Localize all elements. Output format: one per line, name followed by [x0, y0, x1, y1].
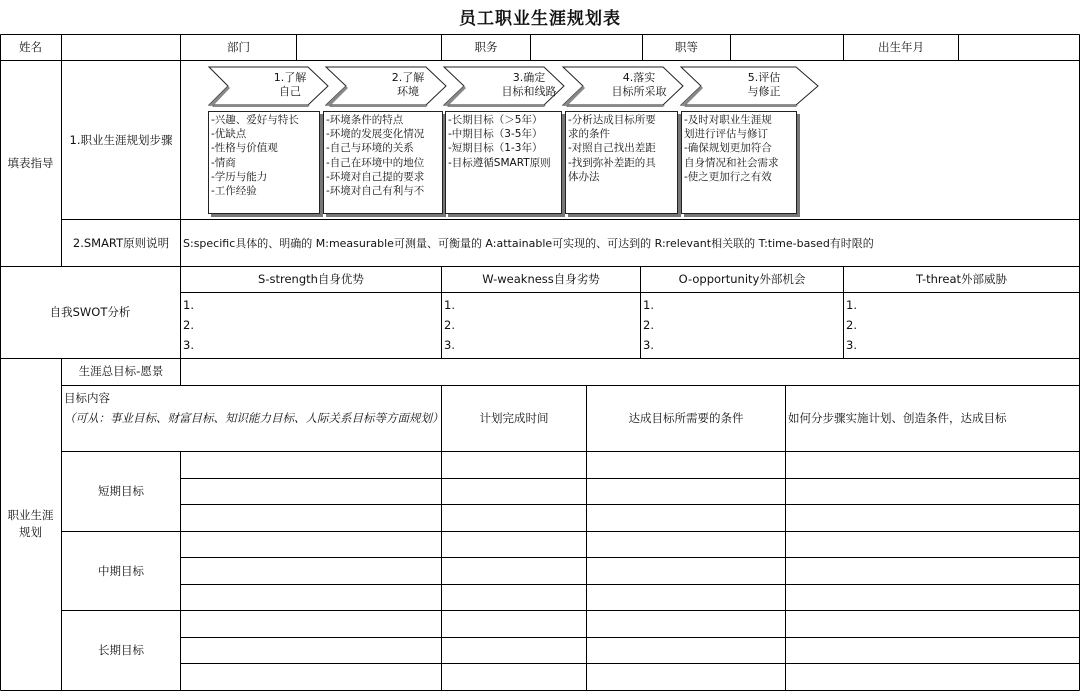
list-item: -自己与环境的关系	[326, 142, 414, 155]
step-1-name: 自己	[279, 85, 301, 98]
steps-label: 1.职业生涯规划步骤	[69, 133, 173, 147]
list-item: -性格与价值观	[211, 142, 278, 155]
list-item: -确保规划更加符合	[684, 142, 772, 155]
list-item: -环境对自己提的要求	[326, 170, 425, 183]
list-item: 2.	[444, 318, 455, 332]
col-steps-header: 如何分步骤实施计划、创造条件，达成目标	[788, 411, 1007, 425]
list-item: 体办法	[568, 170, 600, 183]
list-item: -工作经验	[211, 185, 257, 198]
list-item: 3.	[643, 338, 654, 352]
birth-field[interactable]	[959, 35, 1079, 60]
list-item: -环境的发展变化情况	[326, 128, 425, 141]
swot-weakness-items[interactable]	[444, 298, 455, 358]
step-5-num: 5.评估	[747, 71, 781, 84]
list-item: -及时对职业生涯规	[684, 114, 772, 126]
list-item: -学历与能力	[211, 170, 268, 183]
list-item: -长期目标（＞5年）	[448, 114, 543, 126]
dept-field[interactable]	[297, 35, 441, 60]
long-term-rows[interactable]	[181, 611, 1079, 690]
short-term-rows[interactable]	[181, 452, 1079, 531]
smart-text: S:specific具体的、明确的 M:measurable可测量、可衡量的 A:attainable可实现的、可达到的 R:relevant相关联的 T:time-based有时限的	[183, 237, 874, 250]
birth-label: 出生年月	[878, 40, 924, 54]
mid-term-rows[interactable]	[181, 532, 1079, 610]
step-4-num: 4.落实	[622, 71, 656, 84]
list-item: -环境对自己有利与不	[326, 185, 425, 198]
career-section-label: 职业生涯规划	[7, 508, 54, 539]
mid-term-label: 中期目标	[98, 564, 144, 578]
position-label: 职务	[474, 40, 498, 54]
step-2-details	[323, 111, 443, 214]
step-2-num: 2.了解	[391, 71, 425, 84]
list-item: -优缺点	[211, 128, 247, 141]
list-item: -对照自己找出差距	[568, 142, 656, 155]
position-field[interactable]	[531, 35, 642, 60]
swot-col-weakness: W-weakness自身劣势	[482, 272, 600, 286]
long-term-label: 长期目标	[98, 643, 144, 657]
step-1-num: 1.了解	[273, 71, 307, 84]
step-3-num: 3.确定	[512, 71, 546, 84]
rank-field[interactable]	[731, 35, 843, 60]
list-item: -兴趣、爱好与特长	[211, 114, 299, 126]
dept-label: 部门	[227, 40, 250, 54]
content-hint: （可从：事业目标、财富目标、知识能力目标、人际关系目标等方面规划）	[64, 411, 444, 425]
rank-label: 职等	[675, 40, 698, 54]
swot-label: 自我SWOT分析	[49, 305, 131, 319]
list-item: 3.	[183, 338, 194, 352]
name-label: 姓名	[19, 40, 42, 54]
list-item: 2.	[846, 318, 857, 332]
list-item: 2.	[643, 318, 654, 332]
list-item: 1.	[846, 298, 857, 312]
list-item: -使之更加行之有效	[684, 170, 772, 183]
overall-goal-label: 生涯总目标-愿景	[78, 364, 164, 378]
list-item: -目标遵循SMART原则	[448, 156, 551, 169]
content-label: 目标内容	[64, 391, 110, 405]
short-term-label: 短期目标	[98, 484, 144, 498]
list-item: 划进行评估与修订	[684, 128, 768, 141]
step-4-details	[565, 111, 678, 214]
step-2-name: 环境	[397, 85, 419, 98]
list-item: 1.	[643, 298, 654, 312]
swot-col-strength: S-strength自身优势	[258, 272, 364, 286]
step-1-details	[208, 111, 320, 214]
list-item: 3.	[444, 338, 455, 352]
list-item: -自己在环境中的地位	[326, 156, 425, 169]
list-item: -情商	[211, 156, 236, 169]
step-5-details	[681, 111, 797, 214]
swot-opportunity-items[interactable]	[643, 298, 654, 358]
step-5-name: 与修正	[747, 85, 781, 98]
swot-col-threat: T-threat外部威胁	[915, 272, 1008, 286]
col-conditions-header: 达成目标所需要的条件	[628, 411, 744, 425]
step-4-name: 目标所采取	[611, 85, 667, 98]
list-item: 2.	[183, 318, 194, 332]
smart-label: 2.SMART原则说明	[72, 236, 170, 250]
swot-threat-items[interactable]	[846, 298, 857, 358]
list-item: -中期目标（3-5年）	[448, 128, 543, 141]
swot-col-opportunity: O-opportunity外部机会	[678, 272, 806, 286]
list-item: -找到弥补差距的具	[568, 156, 656, 169]
list-item: 自身情况和社会需求	[684, 156, 779, 169]
name-field[interactable]	[62, 35, 180, 60]
list-item: 3.	[846, 338, 857, 352]
list-item: 1.	[183, 298, 194, 312]
list-item: 求的条件	[568, 128, 610, 141]
guide-section-label: 填表指导	[7, 156, 54, 170]
list-item: -短期目标（1-3年）	[448, 142, 543, 155]
col-time-header: 计划完成时间	[479, 411, 549, 425]
page-title: 员工职业生涯规划表	[459, 9, 621, 29]
list-item: -分析达成目标所要	[568, 114, 656, 126]
step-3-name: 目标和线路	[501, 85, 557, 98]
list-item: 1.	[444, 298, 455, 312]
swot-strength-items[interactable]	[183, 298, 194, 358]
list-item: -环境条件的特点	[326, 114, 404, 126]
step-3-details	[445, 111, 562, 214]
overall-goal-field[interactable]	[181, 359, 1079, 385]
